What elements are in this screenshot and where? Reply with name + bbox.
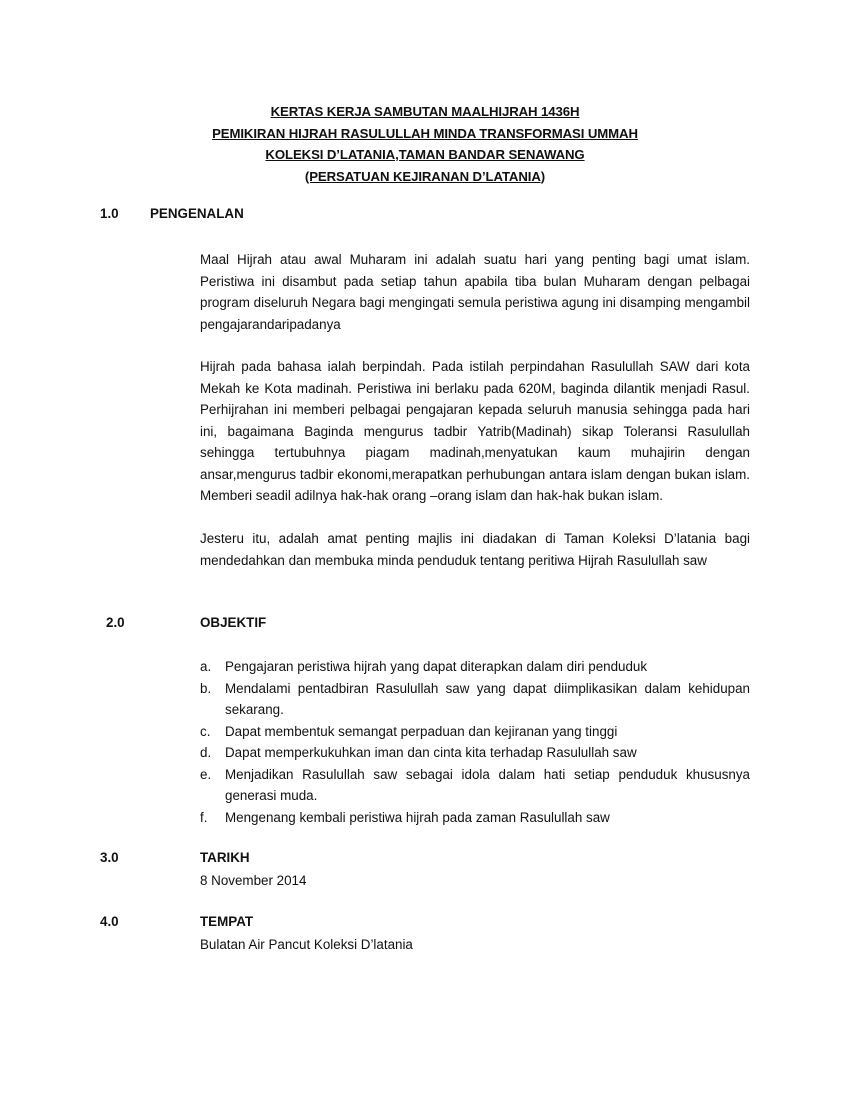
title-line-3: KOLEKSI D’LATANIA,TAMAN BANDAR SENAWANG	[265, 147, 585, 162]
list-marker: c.	[200, 723, 211, 739]
list-marker: f.	[200, 809, 208, 825]
section-number-pengenalan: 1.0	[100, 206, 119, 221]
pengenalan-paragraph-2: Hijrah pada bahasa ialah berpindah. Pada istilah perpindahan Rasulullah SAW dari kota Mekah ke Kota madinah. Peristiwa ini berlaku pada 620M, baginda dilantik menjadi Rasul. Perhijrahan ini memberi pelbagai pengajaran kepada seluruh manusia sehingga pada hari ini, bagaimana Baginda mengurus tadbir Yatrib(Madinah) sikap Toleransi Rasulullah sehingga tertubuhnya piagam madinah,menyatukan kaum muhajirin dengan ansar,mengurus tadbir ekonomi,merapatkan perhubungan antara islam dengan bukan islam. Memberi seadil adilnya hak-hak orang –orang islam dan hak-hak bukan islam.	[200, 359, 750, 503]
list-marker: e.	[200, 766, 212, 782]
objektif-item	[200, 678, 750, 721]
section-heading-pengenalan: PENGENALAN	[150, 206, 244, 221]
objektif-item	[200, 807, 750, 829]
objektif-item	[200, 721, 750, 743]
objektif-item-text: Dapat membentuk semangat perpaduan dan kejiranan yang tinggi	[225, 723, 618, 739]
section-number-tarikh: 3.0	[100, 850, 119, 865]
document-title	[0, 101, 850, 187]
objektif-item-text: Mendalami pentadbiran Rasulullah saw yang dapat diimplikasikan dalam kehidupan sekarang.	[225, 680, 750, 717]
objektif-item	[200, 742, 750, 764]
objektif-item	[200, 656, 750, 678]
pengenalan-paragraph-3: Jesteru itu, adalah amat penting majlis ini diadakan di Taman Koleksi D’latania bagi mendedahkan dan membuka minda penduduk tentang peritiwa Hijrah Rasulullah saw	[200, 531, 750, 568]
objektif-item	[200, 764, 750, 807]
title-line-1: KERTAS KERJA SAMBUTAN MAALHIJRAH 1436H	[270, 104, 580, 119]
tarikh-value: 8 November 2014	[200, 873, 307, 888]
list-marker: d.	[200, 745, 212, 760]
objektif-item-text: Dapat memperkukuhkan iman dan cinta kita terhadap Rasulullah saw	[225, 745, 637, 760]
title-line-2: PEMIKIRAN HIJRAH RASULULLAH MINDA TRANSFORMASI UMMAH	[212, 125, 638, 141]
objektif-list	[200, 656, 750, 828]
section-heading-tempat: TEMPAT	[200, 914, 254, 929]
list-marker: a.	[200, 659, 212, 674]
section-number-tempat: 4.0	[100, 914, 119, 929]
pengenalan-paragraph-1: Maal Hijrah atau awal Muharam ini adalah suatu hari yang penting bagi umat islam. Peristiwa ini disambut pada setiap tahun apabila tiba bulan Muharam dengan pelbagai program diseluruh Negara bagi mengingati semula peristiwa agung ini disamping mengambil pengajarandaripadanya	[200, 252, 750, 332]
section-heading-tarikh: TARIKH	[200, 850, 250, 865]
objektif-item-text: Menjadikan Rasulullah saw sebagai idola dalam hati setiap penduduk khususnya generasi muda.	[225, 766, 750, 803]
section-number-objektif: 2.0	[106, 615, 125, 630]
section-heading-objektif: OBJEKTIF	[200, 615, 267, 630]
objektif-item-text: Pengajaran peristiwa hijrah yang dapat diterapkan dalam diri penduduk	[225, 659, 648, 674]
objektif-item-text: Mengenang kembali peristiwa hijrah pada zaman Rasulullah saw	[225, 809, 610, 825]
title-line-4: (PERSATUAN KEJIRANAN D’LATANIA)	[304, 168, 546, 184]
list-marker: b.	[200, 680, 212, 696]
tempat-value: Bulatan Air Pancut Koleksi D’latania	[200, 937, 413, 952]
